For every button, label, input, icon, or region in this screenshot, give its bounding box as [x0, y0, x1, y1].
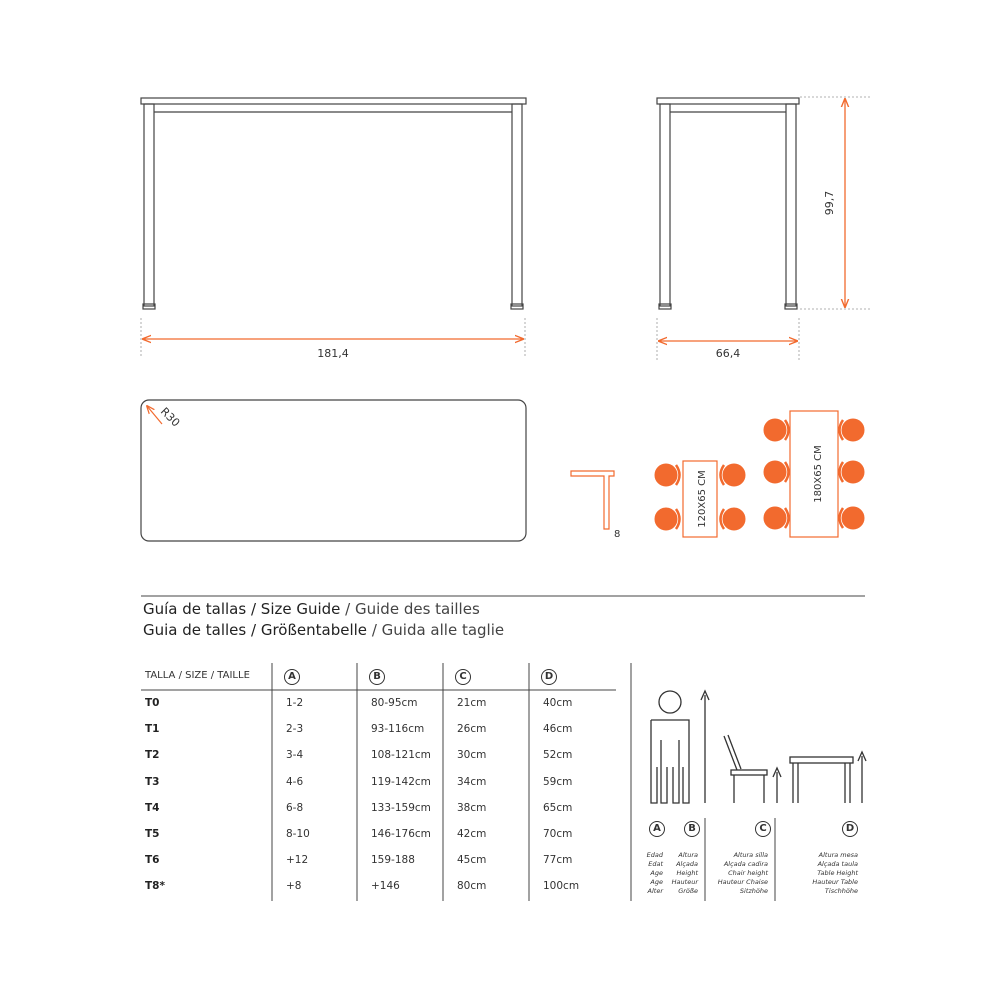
age-cell: +8	[286, 880, 302, 892]
person-icon	[651, 691, 709, 803]
table-height-cell: 52cm	[543, 749, 573, 761]
title-separator: /	[246, 600, 261, 618]
title-en: Size Guide	[260, 600, 341, 618]
title-separator: /	[340, 600, 355, 618]
size-cell: T5	[145, 828, 160, 840]
table-height-cell: 65cm	[543, 802, 573, 814]
caption-line: Edad	[646, 851, 663, 859]
title-de: Größentabelle	[260, 621, 368, 639]
height-cell: 146-176cm	[371, 828, 431, 840]
title-separator: /	[246, 621, 261, 639]
legend-c: C	[755, 821, 771, 837]
caption-line: Altura	[678, 851, 698, 859]
width-dimension	[141, 318, 525, 360]
title-fr: Guide des tailles	[355, 600, 480, 618]
caption-line: Chair height	[728, 869, 768, 877]
age-cell: 3-4	[286, 749, 304, 761]
size-cell: T0	[145, 697, 160, 709]
age-cell: +12	[286, 854, 309, 866]
front-view	[141, 98, 526, 309]
seating-180-label: 180X65 CM	[813, 445, 824, 503]
column-d-header: D	[541, 669, 557, 685]
caption-line: Hauteur Chaise	[717, 878, 768, 886]
chair-height-cell: 21cm	[457, 697, 487, 709]
legend-d: D	[842, 821, 858, 837]
height-cell: 108-121cm	[371, 749, 431, 761]
caption-height	[665, 851, 698, 896]
seating-120	[655, 461, 745, 537]
size-cell: T1	[145, 723, 160, 735]
title-it: Guida alle taglie	[381, 621, 505, 639]
side-depth-label: 66,4	[715, 347, 741, 360]
caption-line: Age	[650, 878, 663, 886]
caption-line: Alçada taula	[817, 860, 858, 868]
depth-dimension	[657, 318, 799, 360]
table-height-cell: 40cm	[543, 697, 573, 709]
chair-height-cell: 30cm	[457, 749, 487, 761]
chair-height-cell: 34cm	[457, 776, 487, 788]
caption-line: Height	[676, 869, 698, 877]
leg-section-label: 8	[614, 529, 621, 540]
chair-height-cell: 80cm	[457, 880, 487, 892]
caption-table	[792, 851, 858, 896]
caption-line: Table Height	[817, 869, 858, 877]
guide-title-line1	[143, 600, 480, 618]
size-column-header: TALLA / SIZE / TAILLE	[145, 670, 250, 681]
table-height-cell: 70cm	[543, 828, 573, 840]
table-height-cell: 77cm	[543, 854, 573, 866]
height-cell: 93-116cm	[371, 723, 425, 735]
legend-a: A	[649, 821, 665, 837]
title-ca: Guia de talles	[143, 621, 247, 639]
height-dimension	[800, 97, 870, 309]
caption-line: Age	[650, 869, 663, 877]
front-width-label: 181,4	[317, 347, 349, 360]
age-cell: 8-10	[286, 828, 310, 840]
height-cell: +146	[371, 880, 400, 892]
caption-line: Tischhöhe	[824, 887, 858, 895]
age-cell: 6-8	[286, 802, 304, 814]
caption-age	[630, 851, 663, 896]
table-height-cell: 46cm	[543, 723, 573, 735]
leg-section	[571, 471, 620, 540]
chair-height-cell: 42cm	[457, 828, 487, 840]
size-cell: T4	[145, 802, 160, 814]
size-cell: T3	[145, 776, 160, 788]
top-view	[141, 400, 526, 541]
seating-180	[764, 411, 864, 537]
legend-b: B	[684, 821, 700, 837]
age-cell: 2-3	[286, 723, 304, 735]
height-cell: 80-95cm	[371, 697, 418, 709]
title-separator: /	[367, 621, 382, 639]
caption-line: Altura mesa	[818, 851, 858, 859]
caption-line: Hauteur Table	[812, 878, 858, 886]
caption-line: Alçada cadira	[723, 860, 768, 868]
caption-line: Alçada	[676, 860, 698, 868]
size-cell: T8*	[145, 880, 165, 892]
radius-label: R30	[157, 404, 183, 430]
column-b-header: B	[369, 669, 385, 685]
age-cell: 4-6	[286, 776, 304, 788]
table-height-cell: 59cm	[543, 776, 573, 788]
column-c-header: C	[455, 669, 471, 685]
caption-chair	[706, 851, 768, 896]
small-table-icon	[790, 752, 866, 803]
chair-height-cell: 26cm	[457, 723, 487, 735]
caption-line: Sitzhöhe	[739, 887, 768, 895]
height-label: 99,7	[823, 190, 836, 216]
caption-line: Altura silla	[733, 851, 768, 859]
caption-line: Edat	[648, 860, 663, 868]
size-cell: T6	[145, 854, 160, 866]
chair-icon	[724, 735, 781, 803]
seating-120-label: 120X65 CM	[697, 470, 708, 528]
size-cell: T2	[145, 749, 160, 761]
guide-title-line2	[143, 621, 504, 639]
table-height-cell: 100cm	[543, 880, 580, 892]
caption-line: Größe	[678, 887, 698, 895]
chair-height-cell: 38cm	[457, 802, 487, 814]
height-cell: 133-159cm	[371, 802, 431, 814]
caption-line: Hauteur	[671, 878, 698, 886]
chair-height-cell: 45cm	[457, 854, 487, 866]
title-es: Guía de tallas	[143, 600, 247, 618]
side-view	[657, 98, 799, 309]
height-cell: 119-142cm	[371, 776, 431, 788]
column-a-header: A	[284, 669, 300, 685]
age-cell: 1-2	[286, 697, 304, 709]
height-cell: 159-188	[371, 854, 415, 866]
caption-line: Alter	[647, 887, 663, 895]
